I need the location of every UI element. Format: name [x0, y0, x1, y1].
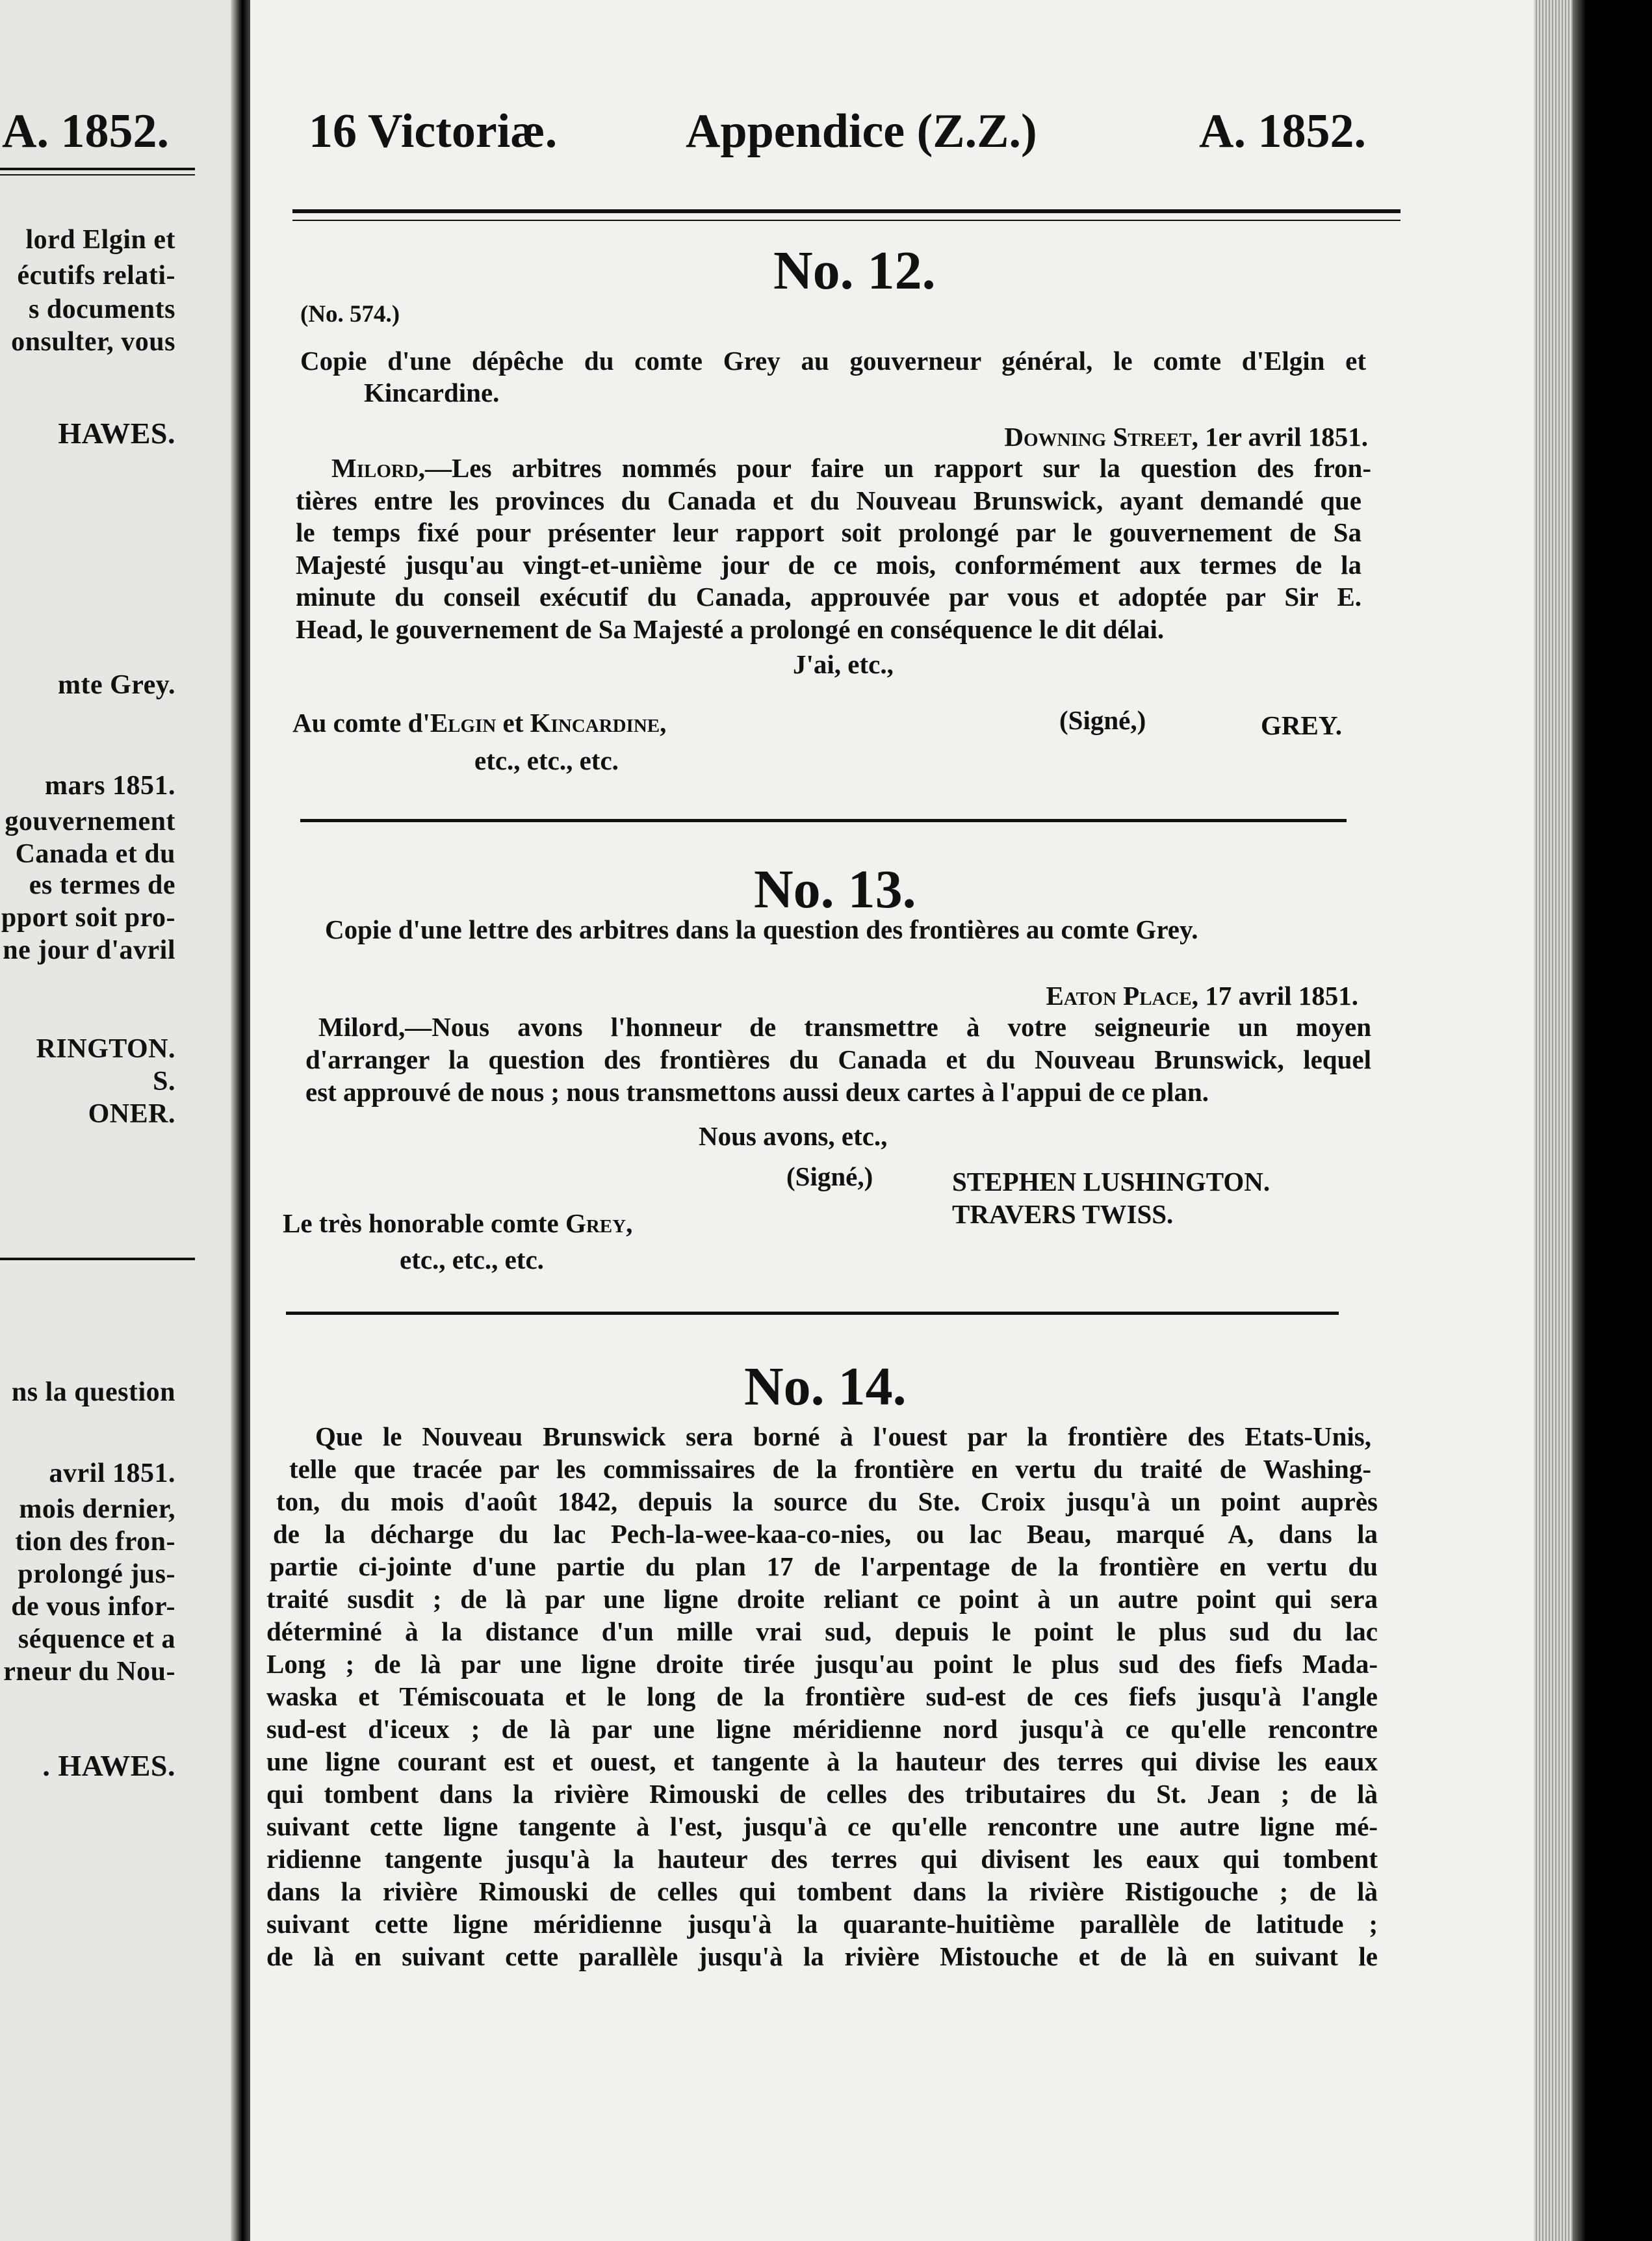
left-page-header: A. 1852.: [2, 105, 169, 158]
section-heading-no13: No. 13.: [754, 859, 916, 920]
left-page-line: Canada et du: [15, 839, 175, 869]
no13-place: Eaton Place,: [1046, 981, 1199, 1011]
no13-body-line: est approuvé de nous ; nous transmettons aussi deux cartes à l'appui de ce plan.: [305, 1077, 1209, 1107]
no12-signe: (Signé,): [1059, 705, 1146, 735]
left-page-line: onsulter, vous: [11, 327, 175, 357]
no13-body-line: d'arranger la question des frontières du Canada et du Nouveau Brunswick, lequel: [305, 1044, 1371, 1074]
no14-body-line: de là en suivant cette parallèle jusqu'à la rivière Mistouche et de là en suivant le: [266, 1941, 1378, 1971]
left-section-rule: [0, 1258, 195, 1260]
no14-body-line: traité susdit ; de là par une ligne droite reliant ce point à un autre point qui sera: [266, 1584, 1378, 1614]
left-page-line: ns la question: [11, 1377, 175, 1407]
left-page-line: mois dernier,: [19, 1494, 175, 1524]
no13-date: 17 avril 1851.: [1205, 981, 1358, 1011]
left-page-line: séquence et a: [18, 1624, 175, 1654]
no14-body-line: qui tombent dans la rivière Rimouski de celles des tributaires du St. Jean ; de là: [266, 1779, 1378, 1809]
no12-title-line: Kincardine.: [364, 378, 500, 408]
no14-body-line: sud-est d'iceux ; de là par une ligne méridienne nord jusqu'à ce qu'elle rencontre: [266, 1714, 1378, 1744]
left-page-line: rneur du Nou-: [3, 1657, 175, 1687]
header-rule-thin: [292, 220, 1400, 221]
section-heading-no12: No. 12.: [773, 240, 936, 301]
no14-body-line: déterminé à la distance d'un mille vrai sud, depuis le point le plus sud du lac: [266, 1616, 1378, 1646]
left-page-line: ONER.: [88, 1099, 175, 1129]
left-page-line: mars 1851.: [45, 771, 175, 801]
no14-body-line: suivant cette ligne tangente à l'est, jusqu'à ce qu'elle rencontre une autre ligne mé-: [266, 1811, 1378, 1841]
no12-signature: GREY.: [1261, 710, 1342, 740]
no13-closing: Nous avons, etc.,: [699, 1121, 888, 1151]
left-page-line: avril 1851.: [49, 1458, 175, 1488]
header-rule: [292, 209, 1400, 213]
no13-title: Copie d'une lettre des arbitres dans la question des frontières au comte Grey.: [325, 914, 1198, 944]
no12-addressee: Au comte d'Elgin et Kincardine,: [292, 708, 667, 738]
no12-body-line: minute du conseil exécutif du Canada, approuvée par vous et adoptée par Sir E.: [296, 582, 1362, 612]
no14-body-line: Long ; de là par une ligne droite tirée jusqu'au point le plus sud des fiefs Mada-: [266, 1649, 1378, 1679]
left-header-rule-thin: [0, 174, 195, 175]
no14-body-line: Que le Nouveau Brunswick sera borné à l'ouest par la frontière des Etats-Unis,: [315, 1421, 1371, 1451]
no12-body-line: Milord,—Les arbitres nommés pour faire un rapport sur la question des fron-: [331, 453, 1371, 483]
no14-body-line: dans la rivière Rimouski de celles qui tombent dans la rivière Ristigouche ; de là: [266, 1876, 1378, 1906]
no12-body-line: Majesté jusqu'au vingt-et-unième jour de ce mois, conformément aux termes de la: [296, 550, 1362, 580]
no13-signature-1: STEPHEN LUSHINGTON.: [952, 1167, 1271, 1197]
no13-signe: (Signé,): [786, 1161, 873, 1191]
left-page-line: tion des fron-: [15, 1527, 175, 1557]
no12-addressee-etc: etc., etc., etc.: [474, 745, 619, 775]
page-edge: [1534, 0, 1573, 2241]
no12-dateline: [780, 424, 1368, 450]
section-rule: [300, 819, 1347, 822]
no12-body-line: Head, le gouvernement de Sa Majesté a prolongé en conséquence le dit délai.: [296, 614, 1165, 644]
left-page-line: pport soit pro-: [1, 903, 175, 933]
left-page-line: es termes de: [29, 870, 175, 900]
no12-body-line: le temps fixé pour présenter leur rapport soit prolongé par le gouvernement de Sa: [296, 517, 1362, 547]
running-header-center: Appendice (Z.Z.): [686, 105, 1037, 158]
book-gutter: [231, 0, 250, 2241]
page-edge-shadow: [1573, 0, 1586, 2241]
left-page-line: ne jour d'avril: [3, 935, 175, 965]
no14-body-line: ridienne tangente jusqu'à la hauteur des terres qui divisent les eaux qui tombent: [266, 1844, 1378, 1874]
left-page-line: gouvernement: [5, 807, 175, 836]
no12-place: Downing Street,: [1004, 422, 1198, 452]
section-heading-no14: No. 14.: [744, 1356, 907, 1417]
no13-addressee-etc: etc., etc., etc.: [400, 1245, 544, 1275]
no14-body-line: une ligne courant est et ouest, et tangente à la hauteur des terres qui divise les eaux: [266, 1746, 1378, 1776]
no12-date: 1er avril 1851.: [1205, 422, 1368, 452]
no14-body-line: partie ci-jointe d'une partie du plan 17 de l'arpentage de la frontière en vertu du: [270, 1551, 1378, 1581]
no12-closing: J'ai, etc.,: [793, 649, 894, 679]
left-page-line: lord Elgin et: [25, 225, 175, 255]
left-page-line: . HAWES.: [42, 1749, 175, 1782]
no14-body-line: waska et Témiscouata et le long de la frontière sud-est de ces fiefs jusqu'à l'angle: [266, 1681, 1378, 1711]
left-facing-page: [0, 0, 231, 2241]
left-page-line: S.: [153, 1067, 175, 1096]
no12-title-line: Copie d'une dépêche du comte Grey au gouverneur général, le comte d'Elgin et: [300, 346, 1366, 376]
left-page-line: de vous infor-: [11, 1592, 175, 1622]
no14-body-line: de la décharge du lac Pech-la-wee-kaa-co-nies, ou lac Beau, marqué A, dans la: [273, 1519, 1378, 1549]
no14-body-line: ton, du mois d'août 1842, depuis la source du Ste. Croix jusqu'à un point auprès: [276, 1486, 1378, 1516]
no12-body-line: tières entre les provinces du Canada et du Nouveau Brunswick, ayant demandé que: [296, 486, 1362, 515]
left-page-line: RINGTON.: [36, 1034, 175, 1064]
no14-body-line: suivant cette ligne méridienne jusqu'à la quarante-huitième parallèle de latitude ;: [266, 1909, 1378, 1939]
no13-body-line: Milord,—Nous avons l'honneur de transmettre à votre seigneurie un moyen: [318, 1012, 1371, 1042]
reference-number: (No. 574.): [300, 301, 400, 328]
left-page-line: HAWES.: [58, 417, 175, 450]
no13-dateline: [780, 983, 1358, 1009]
left-page-line: mte Grey.: [58, 670, 175, 700]
no13-addressee: Le très honorable comte Grey,: [283, 1208, 633, 1238]
section-rule: [286, 1312, 1339, 1315]
running-header-left: 16 Victoriæ.: [309, 105, 558, 158]
running-header-right: A. 1852.: [1199, 105, 1366, 158]
left-header-rule: [0, 168, 195, 170]
no12-salutation: Milord,: [331, 453, 426, 483]
left-page-line: prolongé jus-: [18, 1559, 175, 1589]
no13-signature-2: TRAVERS TWISS.: [952, 1199, 1174, 1229]
left-page-line: s documents: [28, 294, 175, 324]
no14-body-line: telle que tracée par les commissaires de la frontière en vertu du traité de Washing-: [289, 1454, 1371, 1484]
left-page-line: écutifs relati-: [17, 261, 175, 291]
